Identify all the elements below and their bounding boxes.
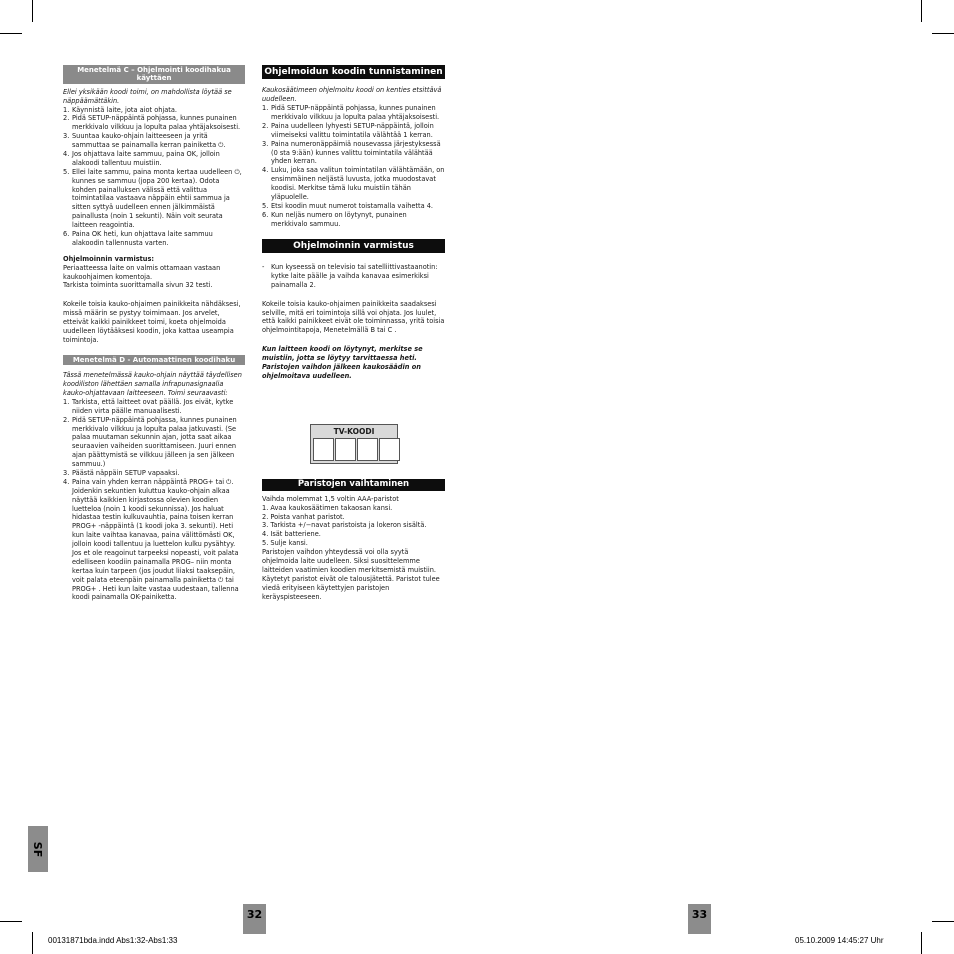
battery-step: 5. Sulje kansi. — [262, 539, 308, 548]
list-item: 4. Luku, joka saa valitun toimintatilan välähtämään, on ensimmäinen neljästä luvusta, jotka muodostavat koodisi. Merkitse tämä luku muistiin tähän yläpuolelle. — [262, 166, 445, 202]
list-item: 6. Paina OK heti, kun ohjattava laite sammuu alakoodin tallennusta varten. — [63, 230, 213, 247]
list-item: 4. Jos ohjattava laite sammuu, paina OK, jolloin alakoodi tallentuu muistiin. — [63, 150, 220, 167]
page-number-left: 32 — [243, 904, 266, 934]
list-item: 1. Pidä SETUP-näppäintä pohjassa, kunnes punainen merkkivalo vilkkuu ja lopulta palaa yhtäjaksoisesti. — [262, 104, 440, 122]
battery-step: 4. Isät batteriene. — [262, 530, 321, 539]
identify-intro: Kaukosäätimeen ohjelmoitu koodi on kenties etsittävä uudelleen. — [262, 86, 442, 104]
crop-mark — [32, 932, 33, 954]
tv-code-cells — [313, 438, 400, 461]
list-item: 3. Paina numeronäppäimiä nousevassa järjestyksessä (0 sta 9:ään) kunnes valittu toimintatila välähtää yhden kerran. — [262, 139, 441, 166]
right-column — [262, 65, 445, 381]
list-item: 6. Kun neljäs numero on löytynyt, punainen merkkivalo sammuu. — [262, 210, 407, 228]
footer-timestamp: 05.10.2009 14:45:27 Uhr — [795, 936, 884, 945]
list-item: 3. Suuntaa kauko-ohjain laitteeseen ja yritä sammuttaa se painamalla kerran painiketta ⏻. — [63, 132, 226, 150]
list-item: 2. Pidä SETUP-näppäintä pohjassa, kunnes punainen merkkivalo vilkkuu ja lopulta palaa yhtäjaksoisesti. — [63, 114, 241, 132]
list-item: 5. Ellei laite sammu, paina monta kertaa uudelleen ⏻, kunnes se sammuu (jopa 200 kertaa). Odota kohden painalluksen välissä että valittua toimintatilaa vastaava näppäin ehtii sammua ja sitten syttyä uudelleen ennen jälkimmäistä painallusta (noin 1 sekunti). Näin voit seurata laitteen reagointia. — [63, 167, 242, 230]
footer-file-info: 00131871bda.indd Abs1:32-Abs1:33 — [48, 936, 178, 945]
crop-mark — [932, 33, 954, 34]
list-item: 1. Tarkista, että laitteet ovat päällä. Jos eivät, kytke niiden virta päälle manuaalisesti. — [63, 397, 234, 415]
section-d-intro: Tässä menetelmässä kauko-ohjain näyttää täydellisen koodiliston lähettäen samalla infrapunasignaalia kauko-ohjattavaan laitteeseen. Toimi seuraavasti: — [63, 371, 242, 397]
list-item: 1. Käynnistä laite, jota aiot ohjata. — [63, 105, 178, 114]
crop-mark — [932, 921, 954, 922]
battery-step: 1. Avaa kaukosäätimen takaosan kansi. — [262, 503, 393, 512]
crop-mark — [921, 0, 922, 22]
verify-text: Kokeile toisia kauko-ohjaimen painikkeita saadaksesi selville, mitä eri toimintoja sillä voi ohjata. Jos luulet, että kaikki painikkeet eivät ole toiminnassa, yritä toisia ohjelmointitapoja, Menetelmällä B tai C . — [262, 299, 445, 335]
list-item: 5. Etsi koodin muut numerot toistamalla vaihetta 4. — [262, 201, 434, 210]
identify-title: Ohjelmoidun koodin tunnistaminen — [262, 65, 445, 79]
list-item: 2. Paina uudelleen lyhyesti SETUP-näppäintä, jolloin viimeiseksi valittu toimintatila välähtää 1 kerran. — [262, 121, 434, 139]
found-note: Kun laitteen koodi on löytynyt, merkitse se muistiin, jotta se löytyy tarvittaessa heti. Paristojen vaihdon jälkeen kaukosäädin on ohjelmoitava uudelleen. — [262, 345, 423, 380]
verify-text: Kokeile toisia kauko-ohjaimen painikkeita nähdäksesi, missä määrin se pystyy toimimaan. Jos arvelet, etteivät kaikki painikkeet toimi, koeta ohjelmoida uudelleen löytääksesi koodin, joka kattaa useampia toimintoja. — [63, 300, 241, 344]
list-item: 2. Pidä SETUP-näppäintä pohjassa, kunnes punainen merkkivalo vilkkuu ja lopulta palaa jatkuvasti. (Se palaa muutaman sekunnin ajan, jotta saat aikaa seuraavien vaiheiden suorittamiseen. Juuri ennen ajan päättymistä se vilkkuu jälleen ja sen jälkeen sammuu.) — [63, 415, 237, 469]
verify-title-box: Ohjelmoinnin varmistus — [262, 239, 445, 253]
section-d-title: Menetelmä D - Automaattinen koodihaku — [63, 355, 245, 365]
verify-list — [262, 263, 445, 290]
language-tab: SF — [28, 826, 48, 872]
tv-code-cell — [313, 438, 334, 461]
tv-code-cell — [335, 438, 356, 461]
section-c-steps — [63, 106, 245, 248]
battery-section — [262, 479, 445, 601]
list-item: - Kun kyseessä on televisio tai satelliittivastaanotin: kytke laite päälle ja vaihda kanavaa esimerkiksi painamalla 2. — [262, 262, 438, 289]
verify-text: Periaatteessa laite on valmis ottamaan vastaan kaukoohjaimen komentoja. — [63, 263, 221, 281]
battery-step: 3. Tarkista +/−navat paristoista ja lokeron sisältä. — [262, 521, 427, 530]
page-number-right: 33 — [688, 904, 711, 934]
verify-text: Tarkista toiminta suorittamalla sivun 32 testi. — [63, 281, 213, 290]
identify-steps — [262, 104, 445, 228]
section-c-intro: Ellei yksikään koodi toimi, on mahdollista löytää se näppäämättäkin. — [63, 87, 232, 105]
battery-title: Paristojen vaihtaminen — [262, 479, 445, 491]
tv-code-box — [310, 424, 398, 464]
battery-intro: Vaihda molemmat 1,5 voltin AAA-paristot — [262, 494, 399, 503]
crop-mark — [921, 932, 922, 954]
battery-step: 2. Poista vanhat paristot. — [262, 512, 345, 521]
verify-title: Ohjelmoinnin varmistus: — [63, 254, 155, 263]
section-d-steps — [63, 398, 245, 602]
tv-code-cell — [379, 438, 400, 461]
tv-code-label: TV-KOODI — [333, 427, 375, 436]
tv-code-cell — [357, 438, 378, 461]
section-c-title: Menetelmä C – Ohjelmointi koodihakua käyttäen — [63, 65, 245, 84]
list-item: 3. Päästä näppäin SETUP vapaaksi. — [63, 469, 180, 478]
crop-mark — [0, 33, 22, 34]
list-item: 4. Paina vain yhden kerran näppäintä PROG+ tai ⏻. Joidenkin sekuntien kuluttua kauko-ohjain alkaa näyttää kaikkien kirjastossa olevien koodien luetteloa (noin 1 koodi sekunnissa). Jos haluat hidastaa testin kulkuvauhtia, paina toisen kerran PROG+ -näppäintä (1 koodi joka 3. sekunti). Heti kun laite vaihtaa kanavaa, paina välittömästi OK, jolloin koodi tallentuu ja luettelon kulku pysähtyy. Jos et ole reagoinut tarpeeksi nopeasti, voit palata edelliseen koodiin painamalla PROG– niin monta kertaa kuin tarpeen (jos joudut liiaksi taaksepäin, voit palata eteenpäin painamalla painiketta ⏻ tai PROG+ . Heti kun laite vastaa uudestaan, tallenna koodi painamalla OK-painiketta. — [63, 477, 239, 602]
left-column — [63, 65, 245, 602]
battery-text: Paristojen vaihdon yhteydessä voi olla syytä ohjelmoida laite uudelleen. Siksi suosittelemme laitteiden vaatimien koodien merkitsemistä muistiin. Käytetyt paristot eivät ole talousjätettä. Paristot tulee viedä erityiseen käytettyjen paristojen keräyspisteeseen. — [262, 548, 440, 601]
crop-mark — [0, 921, 22, 922]
crop-mark — [32, 0, 33, 22]
